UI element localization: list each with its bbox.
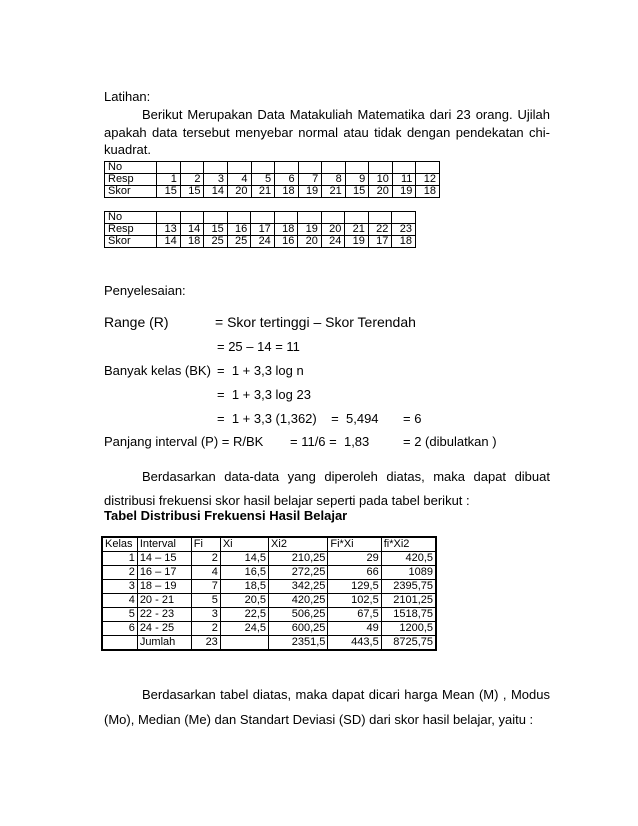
latihan-title: Latihan: xyxy=(104,89,151,104)
frequency-table-title: Tabel Distribusi Frekuensi Hasil Belajar xyxy=(104,508,348,523)
fixi2-cell: 2101,25 xyxy=(381,594,436,608)
table2-resp-cell: 21 xyxy=(345,224,369,236)
bk-equation-2: = 1 + 3,3 log 23 xyxy=(217,387,311,402)
fixi-cell: 129,5 xyxy=(328,580,381,594)
table1-resp-cell: 5 xyxy=(251,174,275,186)
table2-resp-cell: 16 xyxy=(227,224,251,236)
table2-resp-cell: 23 xyxy=(392,224,416,236)
fixi2-total: 8725,75 xyxy=(381,636,436,651)
table1-resp-cell: 3 xyxy=(204,174,228,186)
table1-resp-cell: 2 xyxy=(180,174,204,186)
table1-resp-cell: 11 xyxy=(392,174,416,186)
table1-skor-cell: 20 xyxy=(228,186,252,198)
fi-cell: 5 xyxy=(191,594,220,608)
table1-label-resp: Resp xyxy=(105,174,157,186)
interval-cell: 20 - 21 xyxy=(137,594,191,608)
table-row xyxy=(102,622,436,636)
score-table-2 xyxy=(104,211,416,248)
header-xi2: Xi2 xyxy=(269,537,328,552)
table1-skor-cell: 19 xyxy=(298,186,322,198)
header-xi: Xi xyxy=(220,537,268,552)
table1-skor-cell: 21 xyxy=(251,186,275,198)
table1-label-no: No xyxy=(105,162,157,174)
fixi-cell: 67,5 xyxy=(328,608,381,622)
table2-skor-cell: 24 xyxy=(321,236,345,248)
kelas-cell: 3 xyxy=(102,580,137,594)
frequency-table xyxy=(101,536,437,651)
interval-result: = 2 (dibulatkan ) xyxy=(403,434,497,449)
kelas-cell: 4 xyxy=(102,594,137,608)
fi-cell: 3 xyxy=(191,608,220,622)
xi-cell: 14,5 xyxy=(220,552,268,566)
header-fixi: Fi*Xi xyxy=(328,537,381,552)
table1-skor-cell: 18 xyxy=(275,186,299,198)
xi-cell: 16,5 xyxy=(220,566,268,580)
fixi-cell: 66 xyxy=(328,566,381,580)
frequency-header-row xyxy=(102,537,436,552)
table1-label-skor: Skor xyxy=(105,186,157,198)
table2-resp-cell: 13 xyxy=(157,224,181,236)
table1-skor-cell: 14 xyxy=(204,186,228,198)
table-row xyxy=(102,580,436,594)
statistics-paragraph: Berdasarkan tabel diatas, maka dapat dicari harga Mean (M) , Modus (Mo), Median (Me) dan Standart Deviasi (SD) dari skor hasil belajar, yaitu : xyxy=(104,687,550,727)
distribution-paragraph: Berdasarkan data-data yang diperoleh diatas, maka dapat dibuat distribusi frekuensi skor hasil belajar seperti pada tabel berikut : xyxy=(104,469,550,508)
table2-resp-cell: 19 xyxy=(298,224,322,236)
range-result: = 25 – 14 = 11 xyxy=(217,339,300,354)
range-equation: = Skor tertinggi – Skor Terendah xyxy=(215,314,416,330)
table1-resp-cell: 4 xyxy=(228,174,252,186)
xi-cell: 18,5 xyxy=(220,580,268,594)
table2-skor-cell: 18 xyxy=(180,236,204,248)
xi-cell: 20,5 xyxy=(220,594,268,608)
fi-cell: 4 xyxy=(191,566,220,580)
fixi-cell: 29 xyxy=(328,552,381,566)
table2-skor-cell: 16 xyxy=(274,236,298,248)
fixi2-cell: 420,5 xyxy=(381,552,436,566)
fi-cell: 7 xyxy=(191,580,220,594)
table2-skor-cell: 19 xyxy=(345,236,369,248)
interval-cell: 18 – 19 xyxy=(137,580,191,594)
table2-skor-cell: 18 xyxy=(392,236,416,248)
table2-resp-cell: 14 xyxy=(180,224,204,236)
table-row xyxy=(102,608,436,622)
table1-skor-cell: 15 xyxy=(345,186,369,198)
fi-total: 23 xyxy=(191,636,220,651)
xi2-cell: 600,25 xyxy=(269,622,328,636)
xi2-cell: 272,25 xyxy=(269,566,328,580)
bk-rounded-result: = 6 xyxy=(403,411,422,426)
fixi2-cell: 2395,75 xyxy=(381,580,436,594)
table1-skor-cell: 15 xyxy=(157,186,181,198)
table1-resp-cell: 6 xyxy=(275,174,299,186)
table2-skor-cell: 20 xyxy=(298,236,322,248)
fixi2-cell: 1200,5 xyxy=(381,622,436,636)
table1-skor-cell: 18 xyxy=(416,186,440,198)
header-interval: Interval xyxy=(137,537,191,552)
table2-skor-cell: 14 xyxy=(157,236,181,248)
table1-resp-cell: 9 xyxy=(345,174,369,186)
header-fi: Fi xyxy=(191,537,220,552)
table2-label-resp: Resp xyxy=(105,224,157,236)
header-fixi2: fi*Xi2 xyxy=(381,537,436,552)
interval-cell: 24 - 25 xyxy=(137,622,191,636)
table2-resp-cell: 15 xyxy=(204,224,228,236)
header-kelas: Kelas xyxy=(102,537,137,552)
table2-skor-cell: 24 xyxy=(251,236,275,248)
table2-resp-cell: 20 xyxy=(321,224,345,236)
bk-label: Banyak kelas (BK) xyxy=(104,363,211,378)
interval-equation: = 11/6 = 1,83 xyxy=(290,434,370,449)
interval-cell: 16 – 17 xyxy=(137,566,191,580)
table1-resp-cell: 12 xyxy=(416,174,440,186)
table1-resp-cell: 10 xyxy=(369,174,393,186)
fi-cell: 2 xyxy=(191,622,220,636)
table2-skor-cell: 25 xyxy=(204,236,228,248)
kelas-cell: 5 xyxy=(102,608,137,622)
kelas-cell: 6 xyxy=(102,622,137,636)
interval-label: Panjang interval (P) = R/BK xyxy=(104,434,264,449)
xi2-cell: 506,25 xyxy=(269,608,328,622)
xi2-cell: 420,25 xyxy=(269,594,328,608)
fixi2-cell: 1518,75 xyxy=(381,608,436,622)
kelas-cell: 1 xyxy=(102,552,137,566)
table1-skor-cell: 20 xyxy=(369,186,393,198)
score-table-1 xyxy=(104,161,440,198)
table1-skor-cell: 21 xyxy=(322,186,346,198)
table2-resp-cell: 18 xyxy=(274,224,298,236)
interval-cell: 14 – 15 xyxy=(137,552,191,566)
kelas-cell xyxy=(102,636,137,651)
xi2-cell: 210,25 xyxy=(269,552,328,566)
bk-equation-1: = 1 + 3,3 log n xyxy=(217,363,304,378)
fixi2-cell: 1089 xyxy=(381,566,436,580)
table1-resp-cell: 8 xyxy=(322,174,346,186)
intro-paragraph: Berikut Merupakan Data Matakuliah Matematika dari 23 orang. Ujilah apakah data tersebut menyebar normal atau tidak dengan pendekatan chi-kuadrat. xyxy=(104,107,550,157)
table-row xyxy=(102,552,436,566)
table1-skor-cell: 19 xyxy=(392,186,416,198)
range-label: Range (R) xyxy=(104,314,169,330)
penyelesaian-heading: Penyelesaian: xyxy=(104,283,186,298)
table2-skor-cell: 25 xyxy=(227,236,251,248)
table1-skor-cell: 15 xyxy=(180,186,204,198)
total-row xyxy=(102,636,436,651)
fixi-cell: 102,5 xyxy=(328,594,381,608)
table2-label-skor: Skor xyxy=(105,236,157,248)
jumlah-label: Jumlah xyxy=(137,636,191,651)
interval-cell: 22 - 23 xyxy=(137,608,191,622)
table-row xyxy=(102,594,436,608)
fixi-total: 443,5 xyxy=(328,636,381,651)
xi2-total: 2351,5 xyxy=(269,636,328,651)
table2-skor-cell: 17 xyxy=(368,236,392,248)
table2-label-no: No xyxy=(105,212,157,224)
kelas-cell: 2 xyxy=(102,566,137,580)
table1-resp-cell: 1 xyxy=(157,174,181,186)
xi-cell: 24,5 xyxy=(220,622,268,636)
xi-total xyxy=(220,636,268,651)
table-row xyxy=(102,566,436,580)
fixi-cell: 49 xyxy=(328,622,381,636)
xi2-cell: 342,25 xyxy=(269,580,328,594)
fi-cell: 2 xyxy=(191,552,220,566)
table1-resp-cell: 7 xyxy=(298,174,322,186)
table2-resp-cell: 22 xyxy=(368,224,392,236)
bk-equation-3: = 1 + 3,3 (1,362) = 5,494 xyxy=(217,411,379,426)
table2-resp-cell: 17 xyxy=(251,224,275,236)
xi-cell: 22,5 xyxy=(220,608,268,622)
